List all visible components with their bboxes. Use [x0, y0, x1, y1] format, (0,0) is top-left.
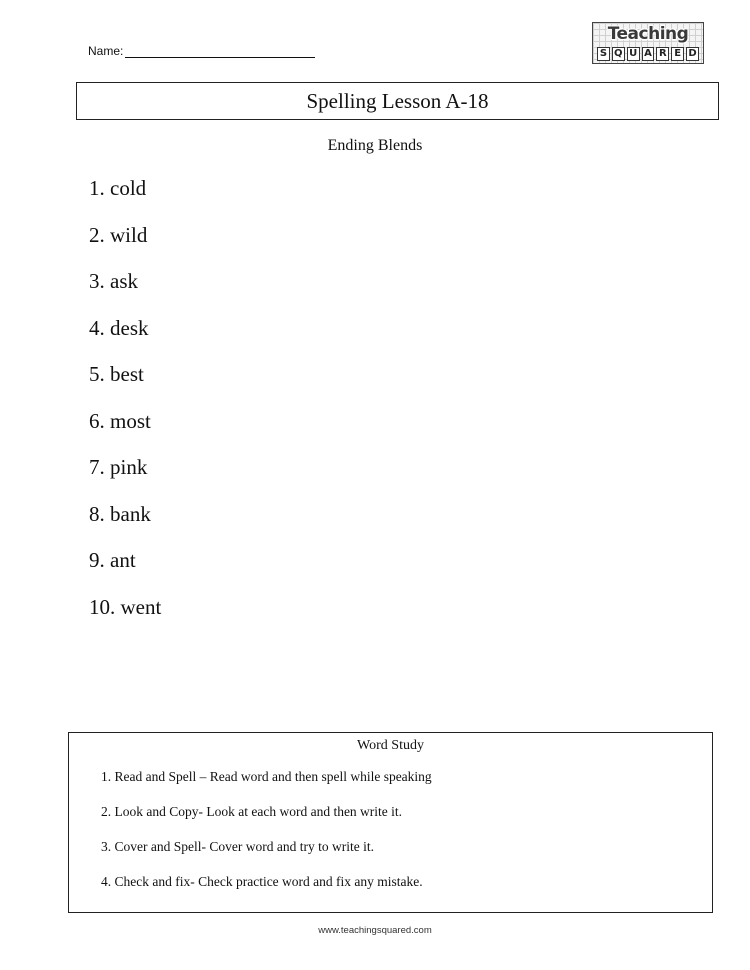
- spelling-word: 7. pink: [89, 455, 148, 479]
- word-study-item: 3. Cover and Spell- Cover word and try to write it.: [101, 839, 374, 854]
- word-study-list: [69, 768, 712, 908]
- spelling-word: 1. cold: [89, 176, 147, 200]
- name-field-row: [88, 44, 315, 58]
- footer-url: www.teachingsquared.com: [318, 925, 432, 936]
- spelling-word: 10. went: [89, 594, 162, 619]
- spelling-word: 2. wild: [89, 222, 148, 247]
- logo-letter: Q: [612, 47, 625, 61]
- teaching-squared-logo: [592, 22, 704, 64]
- logo-letter: D: [686, 47, 699, 61]
- logo-letter: A: [642, 47, 655, 61]
- spelling-word: 8. bank: [89, 501, 151, 526]
- logo-letter: U: [627, 47, 640, 61]
- word-study-box: [68, 732, 713, 913]
- name-label: Name:: [88, 44, 124, 58]
- logo-letter: S: [597, 47, 610, 61]
- word-study-item: 4. Check and fix- Check practice word and fix any mistake.: [101, 874, 423, 889]
- word-study-title: Word Study: [357, 738, 424, 753]
- logo-letter: R: [656, 47, 669, 61]
- logo-top-text: Teaching: [607, 24, 689, 44]
- subtitle: Ending Blends: [327, 137, 423, 154]
- logo-letter: E: [671, 47, 684, 61]
- word-study-item: 1. Read and Spell – Read word and then spell while speaking: [101, 769, 432, 784]
- logo-bottom-letters: [596, 47, 700, 61]
- spelling-word: 6. most: [89, 408, 151, 433]
- page-title-box: [76, 82, 719, 120]
- spelling-word: 9. ant: [89, 548, 136, 572]
- word-study-item: 2. Look and Copy- Look at each word and then write it.: [101, 804, 403, 819]
- spelling-word-list: [89, 173, 161, 638]
- spelling-word: 4. desk: [89, 315, 149, 340]
- page-title: Spelling Lesson A-18: [306, 88, 489, 113]
- spelling-word: 3. ask: [89, 269, 138, 293]
- spelling-word: 5. best: [89, 362, 144, 386]
- name-blank-line[interactable]: [125, 45, 315, 58]
